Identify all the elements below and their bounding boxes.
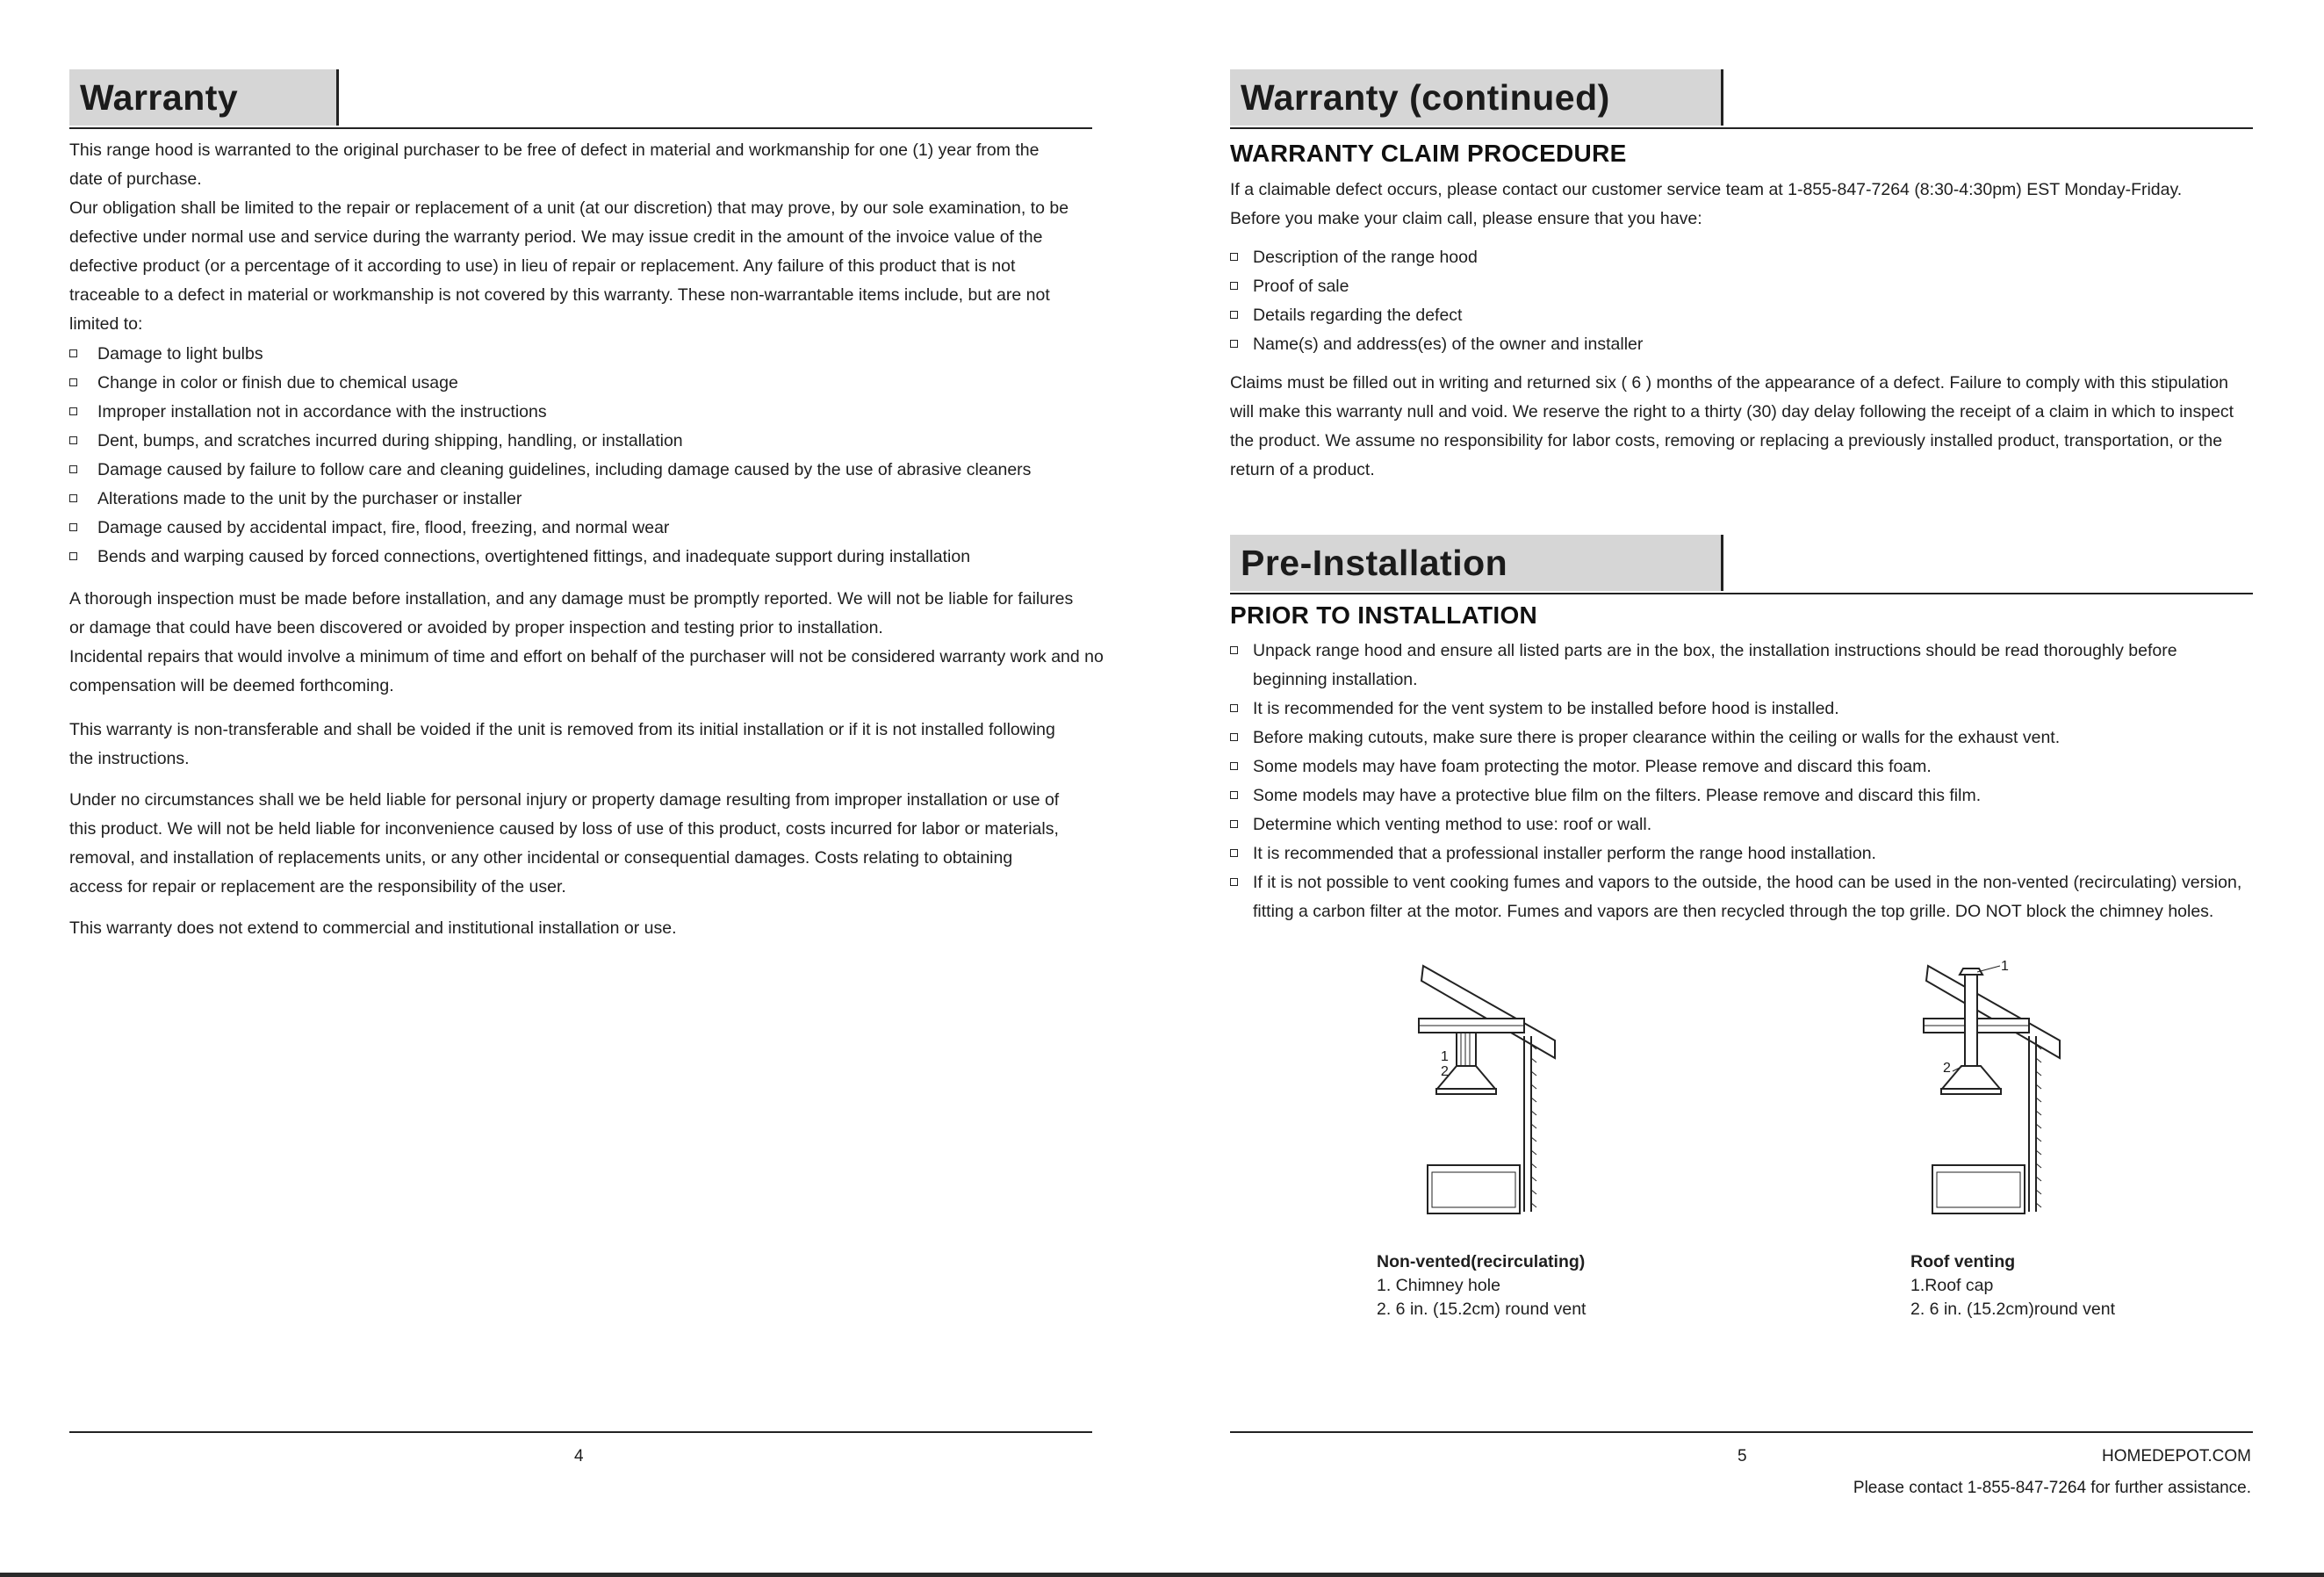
checkbox-bullet-icon <box>69 407 77 415</box>
text-line: return of a product. <box>1230 460 1375 479</box>
list-item: Some models may have foam protecting the motor. Please remove and discard this foam. <box>1230 752 2266 781</box>
list-item: If it is not possible to vent cooking fumes and vapors to the outside, the hood can be used in the non-vented (recirculating) version, fitting a carbon filter at the motor. Fumes and vapors are then recycled through the top grille. DO NOT block the chimney holes. <box>1230 868 2266 926</box>
text-line: A thorough inspection must be made before installation, and any damage must be promptly reported. We will not be liable for failures <box>69 589 1074 608</box>
checkbox-bullet-icon <box>69 436 77 444</box>
list-item: It is recommended that a professional installer perform the range hood installation. <box>1230 839 2266 868</box>
pre-installation-title: Pre-Installation <box>1230 535 1723 591</box>
checkbox-bullet-icon <box>1230 282 1238 290</box>
warranty-title: Warranty <box>69 69 339 126</box>
list-item: It is recommended for the vent system to be installed before hood is installed. <box>1230 695 2266 724</box>
list-item: Change in color or finish due to chemical usage <box>69 369 1105 398</box>
pre-installation-header <box>1230 535 2253 594</box>
intro-line: defective product (or a percentage of it according to use) in lieu of repair or replacement. Any failure of this product that is not <box>69 256 1016 276</box>
intro-line: defective under normal use and service during the warranty period. We may issue credit in the amount of the invoice value of the <box>69 227 1043 247</box>
list-item: Alterations made to the unit by the purchaser or installer <box>69 485 1105 514</box>
callout-1: 1 <box>2001 959 2009 974</box>
checkbox-bullet-icon <box>1230 704 1238 712</box>
checkbox-bullet-icon <box>1230 733 1238 741</box>
site-name: HOMEDEPOT.COM <box>2102 1447 2251 1465</box>
checkbox-bullet-icon <box>1230 878 1238 886</box>
text-line: Before you make your claim call, please ensure that you have: <box>1230 209 1702 228</box>
warranty-intro <box>69 136 1105 339</box>
checkbox-bullet-icon <box>1230 820 1238 828</box>
intro-line: date of purchase. <box>69 169 202 189</box>
callout-2: 2 <box>1943 1061 1951 1076</box>
prior-items-list <box>1230 637 2266 926</box>
roof-venting-diagram <box>1919 961 2095 1225</box>
checkbox-bullet-icon <box>1230 253 1238 261</box>
caption-line: 2. 6 in. (15.2cm)round vent <box>1910 1300 2116 1319</box>
footer-divider <box>69 1431 1092 1433</box>
page-number: 5 <box>1738 1447 1747 1465</box>
list-item: Unpack range hood and ensure all listed parts are in the box, the installation instructions should be read thoroughly before beginning installation. <box>1230 637 2266 695</box>
intro-line: Our obligation shall be limited to the repair or replacement of a unit (at our discretion) that may prove, by our sole examination, to be <box>69 198 1069 218</box>
checkbox-bullet-icon <box>69 494 77 502</box>
text-line: the product. We assume no responsibility for labor costs, removing or replacing a previously installed product, transportation, or the <box>1230 431 2223 450</box>
text-line: If a claimable defect occurs, please contact our customer service team at 1-855-847-7264 (8:30-4:30pm) EST Monday-Friday. <box>1230 180 2183 199</box>
checkbox-bullet-icon <box>69 378 77 386</box>
text-line: or damage that could have been discovered or avoided by proper inspection and testing prior to installation. <box>69 618 883 637</box>
list-item: Name(s) and address(es) of the owner and installer <box>1230 330 2266 359</box>
caption-title: Non-vented(recirculating) <box>1377 1252 1586 1271</box>
claim-items-list <box>1230 243 2266 359</box>
roof-venting-caption <box>1910 1250 2115 1321</box>
text-line: will make this warranty null and void. We reserve the right to a thirty (30) day delay following the receipt of a claim in which to inspect <box>1230 402 2234 421</box>
list-item: Determine which venting method to use: roof or wall. <box>1230 810 2266 839</box>
warranty-continued-title: Warranty (continued) <box>1230 69 1723 126</box>
text-line: This warranty is non-transferable and shall be voided if the unit is removed from its initial installation or if it is not installed following <box>69 720 1055 739</box>
checkbox-bullet-icon <box>1230 340 1238 348</box>
claim-procedure-heading: WARRANTY CLAIM PROCEDURE <box>1230 140 1627 167</box>
commercial-note: This warranty does not extend to commercial and institutional installation or use. <box>69 918 677 938</box>
transfer-paragraph <box>69 716 1105 774</box>
warranty-header <box>69 69 1092 129</box>
caption-line: 1. Chimney hole <box>1377 1276 1500 1295</box>
claim-intro <box>1230 176 2266 234</box>
list-item: Damage to light bulbs <box>69 340 1105 369</box>
callout-2: 2 <box>1441 1064 1449 1079</box>
checkbox-bullet-icon <box>1230 849 1238 857</box>
footer-divider <box>1230 1431 2253 1433</box>
checkbox-bullet-icon <box>69 349 77 357</box>
list-item: Improper installation not in accordance with the instructions <box>69 398 1105 427</box>
left-page <box>69 0 1104 1577</box>
list-item: Proof of sale <box>1230 272 2266 301</box>
list-item: Description of the range hood <box>1230 243 2266 272</box>
page-number: 4 <box>574 1447 584 1465</box>
list-item: Dent, bumps, and scratches incurred during shipping, handling, or installation <box>69 427 1105 456</box>
text-line: access for repair or replacement are the responsibility of the user. <box>69 877 566 897</box>
checkbox-bullet-icon <box>1230 311 1238 319</box>
list-item: Before making cutouts, make sure there is proper clearance within the ceiling or walls for the exhaust vent. <box>1230 724 2266 752</box>
text-line: Claims must be filled out in writing and returned six ( 6 ) months of the appearance of a defect. Failure to comply with this stipulation <box>1230 373 2228 392</box>
warranty-continued-header <box>1230 69 2253 129</box>
text-line: removal, and installation of replacements units, or any other incidental or consequential damages. Costs relating to obtaining <box>69 848 1013 868</box>
checkbox-bullet-icon <box>69 465 77 473</box>
claim-terms <box>1230 369 2266 485</box>
checkbox-bullet-icon <box>1230 762 1238 770</box>
non-vented-diagram <box>1414 961 1590 1225</box>
liability-paragraph <box>69 786 1105 902</box>
bottom-edge <box>0 1573 2324 1577</box>
non-vented-caption <box>1377 1250 1586 1321</box>
inspection-paragraph <box>69 585 1105 701</box>
caption-title: Roof venting <box>1910 1252 2016 1271</box>
contact-line: Please contact 1-855-847-7264 for further assistance. <box>1853 1479 2251 1497</box>
text-line: compensation will be deemed forthcoming. <box>69 676 394 695</box>
intro-line: limited to: <box>69 314 143 334</box>
intro-line: traceable to a defect in material or workmanship is not covered by this warranty. These non-warrantable items include, but are not <box>69 285 1050 305</box>
list-item: Bends and warping caused by forced connections, overtightened fittings, and inadequate support during installation <box>69 543 1105 572</box>
caption-line: 1.Roof cap <box>1910 1276 1994 1295</box>
text-line: Under no circumstances shall we be held liable for personal injury or property damage resulting from improper installation or use of <box>69 790 1060 810</box>
list-item: Details regarding the defect <box>1230 301 2266 330</box>
text-line: the instructions. <box>69 749 190 768</box>
checkbox-bullet-icon <box>69 552 77 560</box>
right-page <box>1230 0 2257 1577</box>
list-item: Some models may have a protective blue film on the filters. Please remove and discard this film. <box>1230 781 2266 810</box>
caption-line: 2. 6 in. (15.2cm) round vent <box>1377 1300 1587 1319</box>
list-item: Damage caused by accidental impact, fire, flood, freezing, and normal wear <box>69 514 1105 543</box>
prior-to-installation-heading: PRIOR TO INSTALLATION <box>1230 601 1538 629</box>
checkbox-bullet-icon <box>1230 646 1238 654</box>
text-line: Incidental repairs that would involve a minimum of time and effort on behalf of the purchaser will not be considered warranty work and no <box>69 647 1104 666</box>
checkbox-bullet-icon <box>69 523 77 531</box>
exclusions-list <box>69 340 1105 572</box>
list-item: Damage caused by failure to follow care and cleaning guidelines, including damage caused by the use of abrasive cleaners <box>69 456 1105 485</box>
checkbox-bullet-icon <box>1230 791 1238 799</box>
text-line: this product. We will not be held liable for inconvenience caused by loss of use of this product, costs incurred for labor or materials, <box>69 819 1059 839</box>
intro-line: This range hood is warranted to the original purchaser to be free of defect in material and workmanship for one (1) year from the <box>69 140 1040 160</box>
callout-1: 1 <box>1441 1049 1449 1064</box>
